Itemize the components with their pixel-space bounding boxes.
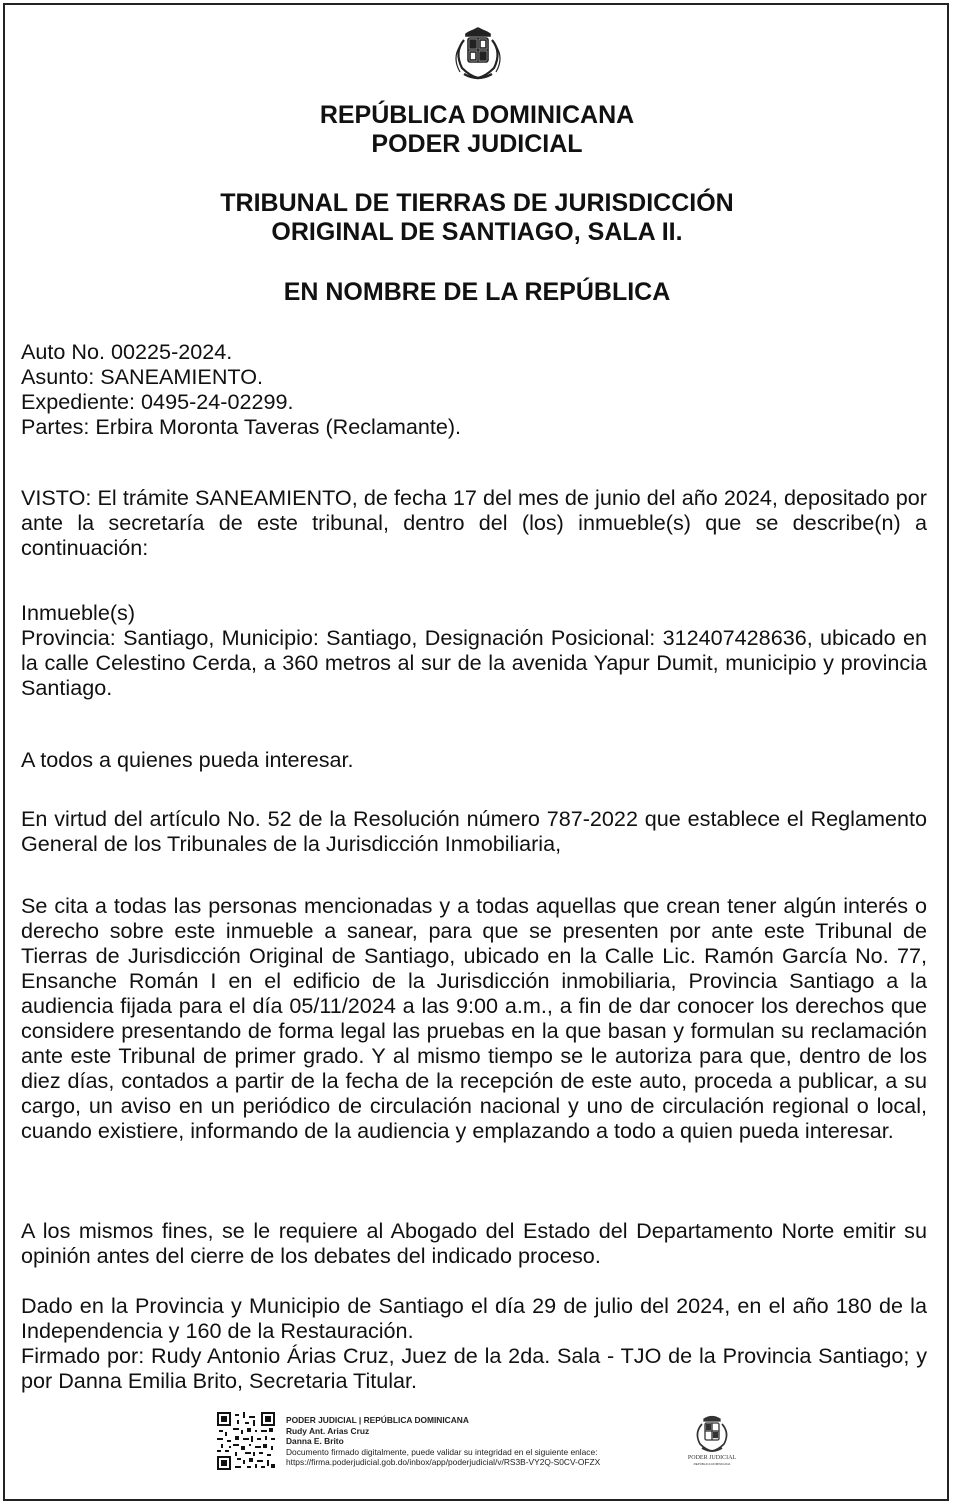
auto-number: Auto No. 00225-2024. [21, 339, 233, 364]
case-details [21, 339, 927, 439]
tribunal-title-line1: TRIBUNAL DE TIERRAS DE JURISDICCIÓN [220, 189, 734, 217]
seal-country-name: REPÚBLICA DOMINICANA [693, 1462, 731, 1466]
legal-basis-paragraph: En virtud del artículo No. 52 de la Resolución número 787-2022 que establece el Reglamento General de los Tribunales de la Jurisdicción Inmobiliaria, [21, 806, 927, 856]
visto-paragraph: VISTO: El trámite SANEAMIENTO, de fecha 17 del mes de junio del año 2024, depositado por ante la secretaría de este tribunal, dentro del (los) inmueble(s) que se describe(n) a continuación: [21, 485, 927, 560]
property-title: Inmueble(s) [21, 600, 136, 625]
property-description: Provincia: Santiago, Municipio: Santiago, Designación Posicional: 312407428636, ubicado en la calle Celestino Cerda, a 360 metros al sur de la avenida Yapur Dumit, municipio y provincia Santiago. [21, 625, 927, 700]
signed-by-paragraph: Firmado por: Rudy Antonio Árias Cruz, Juez de la 2da. Sala - TJO de la Provincia Santiago; y por Danna Emilia Brito, Secretaria Titular. [21, 1343, 927, 1393]
digital-signature-footer [216, 1411, 954, 1481]
signature-details [286, 1415, 666, 1468]
coat-of-arms-icon [446, 24, 510, 84]
signer-judge: Rudy Ant. Arias Cruz [286, 1425, 370, 1436]
state-attorney-paragraph: A los mismos fines, se le requiere al Abogado del Estado del Departamento Norte emitir su opinión antes del cierre de los debates del indicado proceso. [21, 1218, 927, 1268]
verification-note: Documento firmado digitalmente, puede validar su integridad en el siguiente enlace: [286, 1446, 598, 1457]
verification-link[interactable]: https://firma.poderjudicial.gob.do/inbox/app/poderjudicial/v/RS3B-VY2Q-S0CV-OFZX [286, 1457, 601, 1468]
summons-paragraph: Se cita a todas las personas mencionadas y a todas aquellas que crean tener algún interés o derecho sobre este inmueble a sanear, para que se presenten por ante este Tribunal de Tierras de Jurisdicción Original de Santiago, ubicado en la Calle Lic. Ramón García No. 77, Ensanche Román I en el edificio de la Jurisdicción inmobiliaria, Provincia Santiago a la audiencia fijada para el día 05/11/2024 a las 9:00 a.m., a fin de dar conocer los derechos que considere presentando de forma legal las pruebas en la que basan y formulan su reclamación ante este Tribunal de primer grado. Y al mismo tiempo se le autoriza para que, dentro de los diez días, contados a partir de la fecha de la recepción de este auto, proceda a publicar, a su cargo, un aviso en un periódico de circulación nacional y uno de circulación regional o local, cuando existiere, informando de la audiencia y emplazando a todo a quien pueda interesar. [21, 893, 927, 1143]
interested-parties-line: A todos a quienes pueda interesar. [21, 747, 354, 772]
case-file-number: Expediente: 0495-24-02299. [21, 389, 294, 414]
signature-org: PODER JUDICIAL | REPÚBLICA DOMINICANA [286, 1415, 469, 1425]
tribunal-title-line2: ORIGINAL DE SANTIAGO, SALA II. [271, 218, 683, 246]
authority-heading: EN NOMBRE DE LA REPÚBLICA [283, 278, 671, 306]
qr-code-icon[interactable] [217, 1412, 275, 1470]
case-subject: Asunto: SANEAMIENTO. [21, 364, 264, 389]
case-parties: Partes: Erbira Moronta Taveras (Reclamante). [21, 414, 462, 439]
institution-title: PODER JUDICIAL [371, 130, 583, 158]
seal-institution-name: PODER JUDICIAL [687, 1455, 737, 1461]
issued-paragraph: Dado en la Provincia y Municipio de Santiago el día 29 de julio del 2024, en el año 180 de la Independencia y 160 de la Restauración. [21, 1293, 927, 1343]
signer-secretary: Danna E. Brito [286, 1436, 344, 1447]
property-section [21, 600, 927, 700]
country-title: REPÚBLICA DOMINICANA [319, 101, 635, 129]
